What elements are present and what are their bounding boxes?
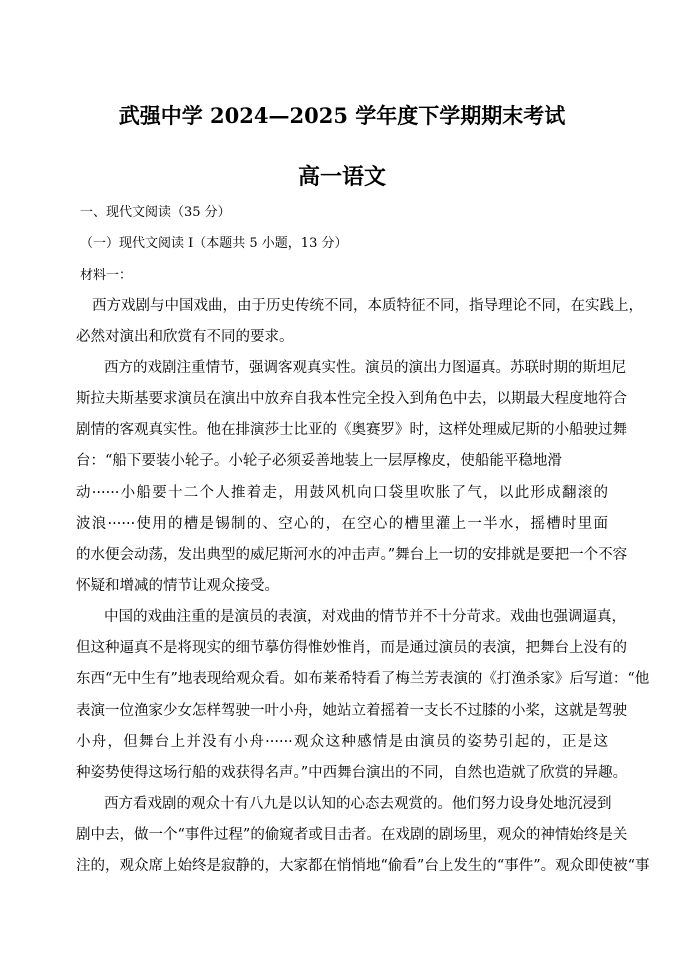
exam-subject: 高一语文 bbox=[297, 164, 386, 190]
text-line: 斯拉夫斯基要求演员在演出中放弃自我本性完全投入到角色中去，以期最大程度地符合 bbox=[76, 391, 627, 407]
exam-title: 武强中学 2024—2025 学年度下学期期末考试 bbox=[118, 103, 566, 128]
text-line: 种姿势使得这场行船的戏获得名声。”中西舞台演出的不同，自然也造就了欣赏的异趣。 bbox=[76, 765, 628, 781]
text-line: 西方戏剧与中国戏曲，由于历史传统不同，本质特征不同，指导理论不同，在实践上， bbox=[92, 298, 643, 314]
text-line: 西方看戏剧的观众十有八九是以认知的心态去观赏的。他们努力设身处地沉浸到 bbox=[104, 796, 612, 812]
text-line: 波浪······使用的槽是锡制的、空心的，在空心的槽里灌上一半水，摇槽时里面 bbox=[76, 516, 608, 532]
text-line: 西方的戏剧注重情节，强调客观真实性。演员的演出力图逼真。苏联时期的斯坦尼 bbox=[104, 360, 626, 376]
sub-section-heading: （一）现代文阅读 I（本题共 5 小题，13 分） bbox=[80, 236, 348, 251]
text-line: 表演一位渔家少女怎样驾驶一叶小舟，她站立着摇着一支长不过膝的小桨，这就是驾驶 bbox=[76, 703, 627, 719]
text-line: 东西“无中生有”地表现给观众看。如布莱希特看了梅兰芳表演的《打渔杀家》后写道：“他 bbox=[76, 671, 650, 687]
text-line: 但这种逼真不是将现实的细节摹仿得惟妙惟肖，而是通过演员的表演，把舞台上没有的 bbox=[76, 640, 627, 656]
text-line: 必然对演出和欣赏有不同的要求。 bbox=[76, 329, 294, 345]
material-label: 材料一： bbox=[80, 268, 133, 283]
text-line: 小舟，但舞台上并没有小舟······观众这种感情是由演员的姿势引起的，正是这 bbox=[76, 734, 608, 750]
section-heading: 一、现代文阅读（35 分） bbox=[80, 205, 231, 220]
text-line: 中国的戏曲注重的是演员的表演，对戏曲的情节并不十分苛求。戏曲也强调逼真， bbox=[104, 609, 626, 625]
text-line: 台：“船下要装小轮子。小轮子必须妥善地装上一层厚橡皮，使船能平稳地滑 bbox=[76, 453, 562, 469]
text-line: 剧情的客观真实性。他在排演莎士比亚的《奥赛罗》时，这样处理威尼斯的小船驶过舞 bbox=[76, 422, 627, 438]
text-line: 的水便会动荡，发出典型的威尼斯河水的冲击声。”舞台上一切的安排就是要把一个不容 bbox=[76, 547, 628, 563]
text-line: 剧中去，做一个“事件过程”的偷窥者或目击者。在戏剧的剧场里，观众的神情始终是关 bbox=[76, 827, 628, 843]
text-line: 怀疑和增减的情节让观众接受。 bbox=[76, 578, 279, 594]
text-line: 动······小船要十二个人推着走，用鼓风机向口袋里吹胀了气，以此形成翻滚的 bbox=[76, 485, 608, 501]
text-line: 注的，观众席上始终是寂静的，大家都在悄悄地“偷看”台上发生的“事件”。观众即使被“事 bbox=[76, 858, 650, 874]
